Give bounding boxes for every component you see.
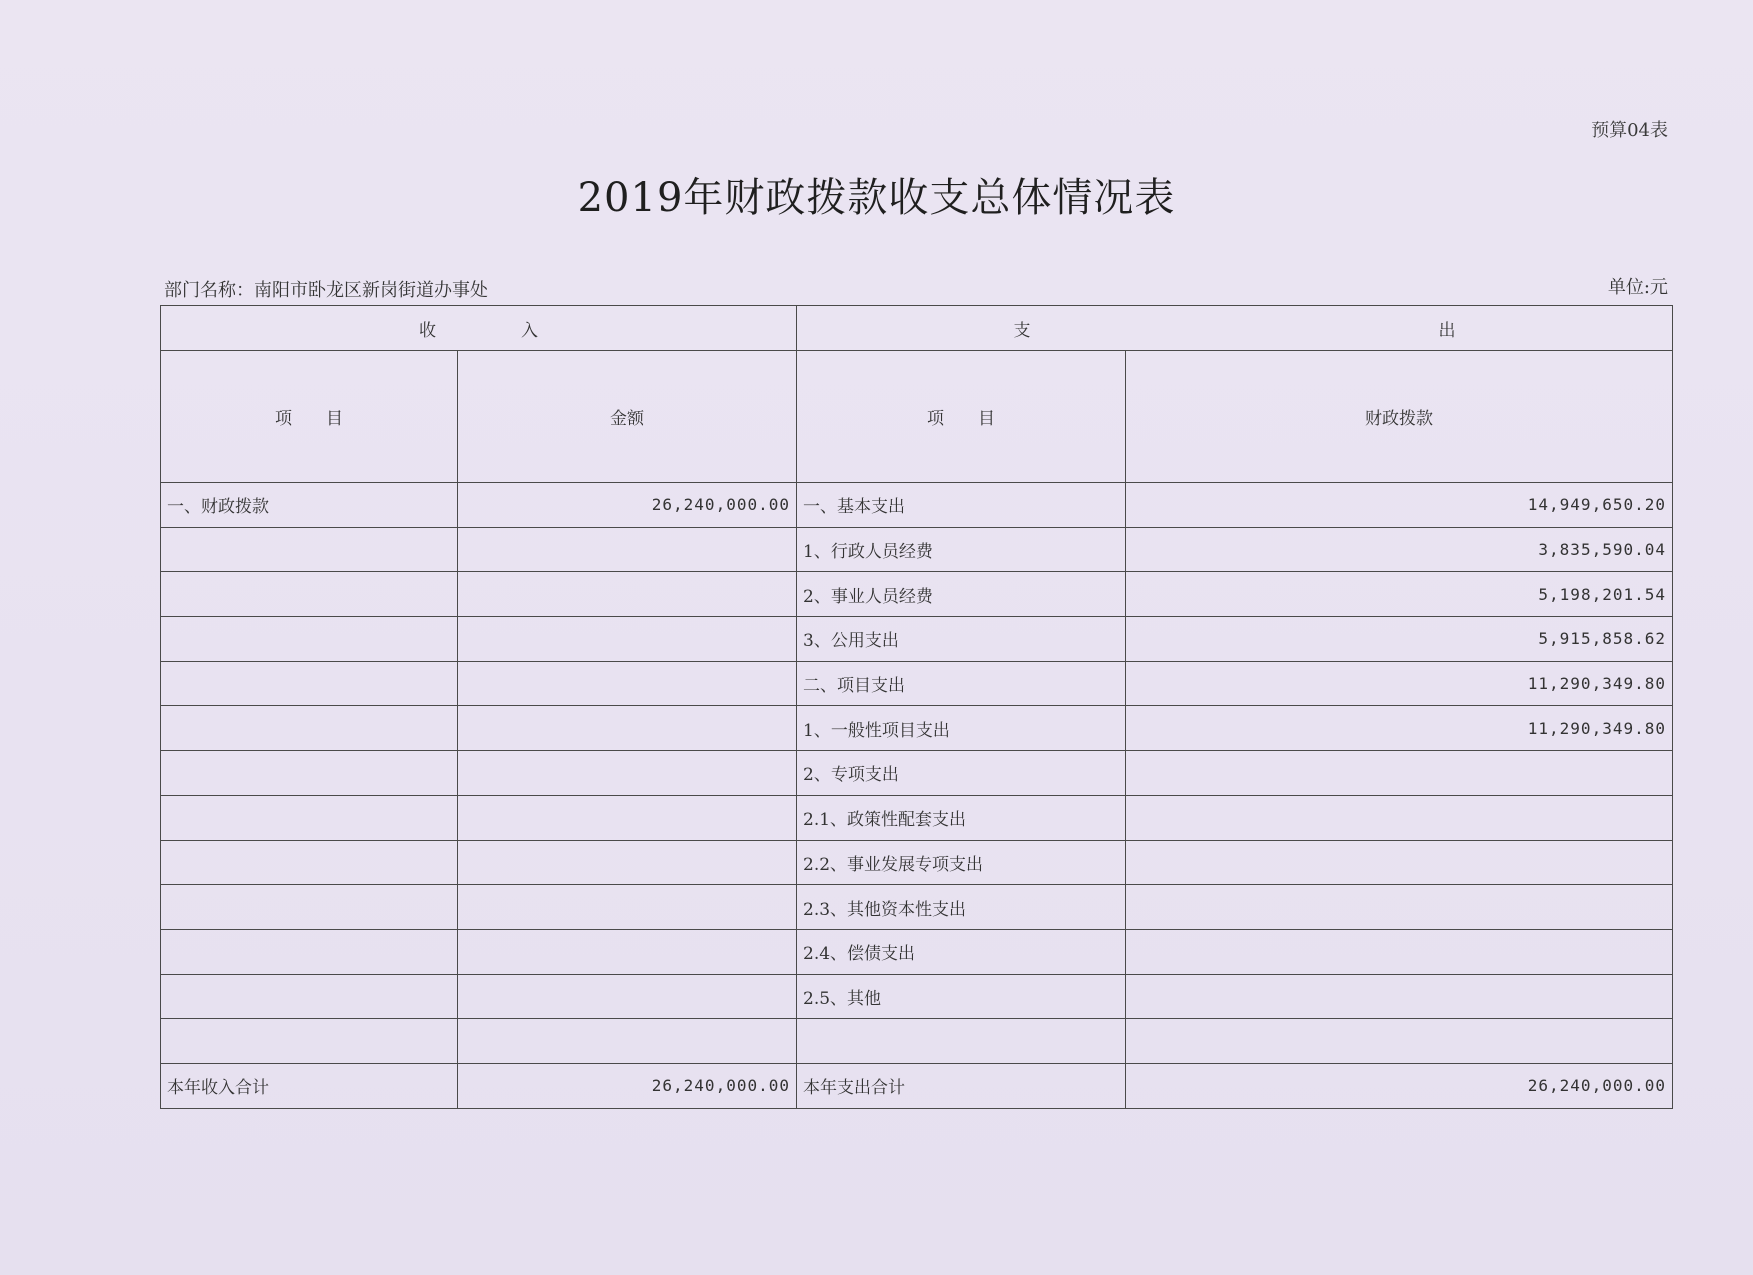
expense-amount-cell: 11,290,349.80 xyxy=(1126,706,1673,751)
table-row xyxy=(161,1019,1673,1064)
table-row xyxy=(161,929,1673,974)
expense-item-cell: 2.2、事业发展专项支出 xyxy=(797,840,1126,885)
income-amount-cell xyxy=(458,1019,797,1064)
income-item-cell xyxy=(161,527,458,572)
expense-item-cell: 二、项目支出 xyxy=(797,661,1126,706)
table-row xyxy=(161,483,1673,528)
expense-item-cell: 2、事业人员经费 xyxy=(797,572,1126,617)
expense-item-cell: 1、一般性项目支出 xyxy=(797,706,1126,751)
table-row xyxy=(161,706,1673,751)
income-amount-cell xyxy=(458,751,797,796)
table-row xyxy=(161,840,1673,885)
table-body xyxy=(161,483,1673,1109)
table-row xyxy=(161,617,1673,662)
column-header-row xyxy=(161,351,1673,483)
expense-item-cell: 本年支出合计 xyxy=(797,1063,1126,1108)
expense-amount-header: 财政拨款 xyxy=(1126,351,1673,483)
income-amount-cell: 26,240,000.00 xyxy=(458,483,797,528)
expense-item-header: 项 目 xyxy=(797,351,1126,483)
expense-amount-cell: 5,198,201.54 xyxy=(1126,572,1673,617)
table-row xyxy=(161,974,1673,1019)
income-item-cell: 本年收入合计 xyxy=(161,1063,458,1108)
income-amount-header: 金额 xyxy=(458,351,797,483)
form-code: 预算04表 xyxy=(1591,120,1668,141)
income-amount-cell xyxy=(458,572,797,617)
income-item-cell xyxy=(161,1019,458,1064)
expense-item-cell: 2.4、偿债支出 xyxy=(797,929,1126,974)
expense-amount-cell xyxy=(1126,885,1673,930)
expense-item-cell: 2.1、政策性配套支出 xyxy=(797,795,1126,840)
table-row xyxy=(161,527,1673,572)
expense-amount-cell xyxy=(1126,840,1673,885)
income-amount-cell: 26,240,000.00 xyxy=(458,1063,797,1108)
expense-amount-cell: 3,835,590.04 xyxy=(1126,527,1673,572)
income-amount-cell xyxy=(458,840,797,885)
income-amount-cell xyxy=(458,795,797,840)
income-amount-cell xyxy=(458,885,797,930)
income-amount-cell xyxy=(458,617,797,662)
income-item-cell xyxy=(161,661,458,706)
income-item-cell xyxy=(161,885,458,930)
table-row xyxy=(161,1063,1673,1108)
table-row xyxy=(161,661,1673,706)
income-amount-cell xyxy=(458,929,797,974)
income-item-cell xyxy=(161,617,458,662)
expense-amount-cell xyxy=(1126,929,1673,974)
expense-amount-cell xyxy=(1126,1019,1673,1064)
expense-item-cell: 2、专项支出 xyxy=(797,751,1126,796)
section-income-header: 收 入 xyxy=(161,306,797,351)
expense-item-cell xyxy=(797,1019,1126,1064)
income-item-cell xyxy=(161,929,458,974)
expense-item-cell: 3、公用支出 xyxy=(797,617,1126,662)
expense-amount-cell xyxy=(1126,751,1673,796)
expense-amount-cell: 11,290,349.80 xyxy=(1126,661,1673,706)
department-name: 部门名称：南阳市卧龙区新岗街道办事处 xyxy=(164,280,488,301)
income-item-cell xyxy=(161,572,458,617)
expense-item-cell: 1、行政人员经费 xyxy=(797,527,1126,572)
expense-amount-cell xyxy=(1126,974,1673,1019)
income-item-cell xyxy=(161,840,458,885)
expense-amount-cell: 14,949,650.20 xyxy=(1126,483,1673,528)
income-amount-cell xyxy=(458,974,797,1019)
expense-item-cell: 一、基本支出 xyxy=(797,483,1126,528)
table-row xyxy=(161,885,1673,930)
expense-amount-cell: 26,240,000.00 xyxy=(1126,1063,1673,1108)
table-row xyxy=(161,795,1673,840)
unit-label: 单位:元 xyxy=(1607,277,1668,298)
expense-amount-cell xyxy=(1126,795,1673,840)
income-amount-cell xyxy=(458,706,797,751)
section-header-row xyxy=(161,306,1673,351)
income-item-header: 项 目 xyxy=(161,351,458,483)
income-item-cell: 一、财政拨款 xyxy=(161,483,458,528)
income-item-cell xyxy=(161,751,458,796)
income-amount-cell xyxy=(458,661,797,706)
income-item-cell xyxy=(161,974,458,1019)
income-amount-cell xyxy=(458,527,797,572)
budget-table xyxy=(160,305,1673,1109)
table-row xyxy=(161,572,1673,617)
table-row xyxy=(161,751,1673,796)
expense-item-cell: 2.5、其他 xyxy=(797,974,1126,1019)
expense-item-cell: 2.3、其他资本性支出 xyxy=(797,885,1126,930)
income-item-cell xyxy=(161,706,458,751)
document-title: 2019年财政拨款收支总体情况表 xyxy=(577,175,1176,221)
section-expense-header: 支 出 xyxy=(797,306,1673,351)
income-item-cell xyxy=(161,795,458,840)
expense-amount-cell: 5,915,858.62 xyxy=(1126,617,1673,662)
